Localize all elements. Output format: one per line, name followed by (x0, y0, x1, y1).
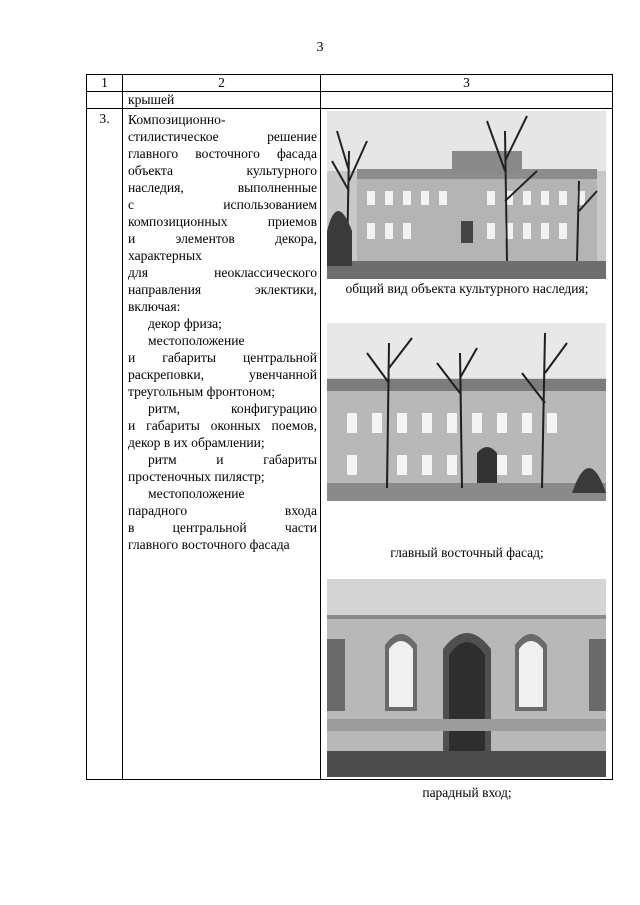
description-line: главного восточного фасада (128, 537, 290, 552)
photo-caption: общий вид объекта культурного наследия; (345, 281, 589, 296)
description-line: местоположение (148, 486, 245, 501)
main-entrance-photo (327, 579, 606, 777)
description-line: ритм и габариты (148, 452, 317, 467)
description-line: парадного входа (128, 503, 317, 518)
east-facade-photo (327, 323, 606, 501)
column-header-2: 2 (123, 75, 321, 92)
continuation-text: крышей (123, 92, 321, 109)
description-line: с использованием (128, 197, 317, 212)
photo-caption: главный восточный фасад; (390, 545, 544, 560)
description-line: декор в их обрамлении; (128, 435, 265, 450)
column-header-3: 3 (321, 75, 613, 92)
table-header-row (87, 75, 613, 92)
photos-cell (321, 109, 613, 800)
description-line: стилистическое решение (128, 129, 317, 144)
description-line: включая: (128, 299, 181, 314)
continuation-number-cell (87, 92, 123, 109)
description-line: наследия, выполненные (128, 180, 317, 195)
description-line: простеночных пилястр; (128, 469, 265, 484)
description-line: местоположение (148, 333, 245, 348)
table-row (87, 109, 613, 780)
description-line: треугольным фронтоном; (128, 384, 276, 399)
photo-caption: парадный вход; (422, 785, 512, 800)
page-number: 3 (316, 40, 324, 55)
continuation-row (87, 92, 613, 109)
description-line: и элементов декора, (128, 231, 317, 246)
description-line: Композиционно- (128, 112, 226, 127)
general-view-photo (327, 111, 606, 279)
continuation-photo-cell (321, 92, 613, 109)
description-line: раскреповки, увенчанной (128, 367, 317, 382)
description-cell (123, 109, 321, 780)
description-line: направления эклектики, (128, 282, 317, 297)
description-line: объекта культурного (128, 163, 317, 178)
description-line: главного восточного фасада (128, 146, 317, 161)
description-line: и габариты оконных поемов, (128, 418, 317, 433)
description-line: ритм, конфигурацию (148, 401, 317, 416)
description-line: декор фриза; (148, 316, 222, 331)
description-line: характерных (128, 248, 202, 263)
description-line: и габариты центральной (128, 350, 317, 365)
row-number: 3. (87, 109, 123, 780)
description-line: для неоклассического (128, 265, 317, 280)
heritage-table (86, 74, 613, 800)
description-line: композиционных приемов (128, 214, 317, 229)
column-header-1: 1 (87, 75, 123, 92)
description-line: в центральной части (128, 520, 317, 535)
